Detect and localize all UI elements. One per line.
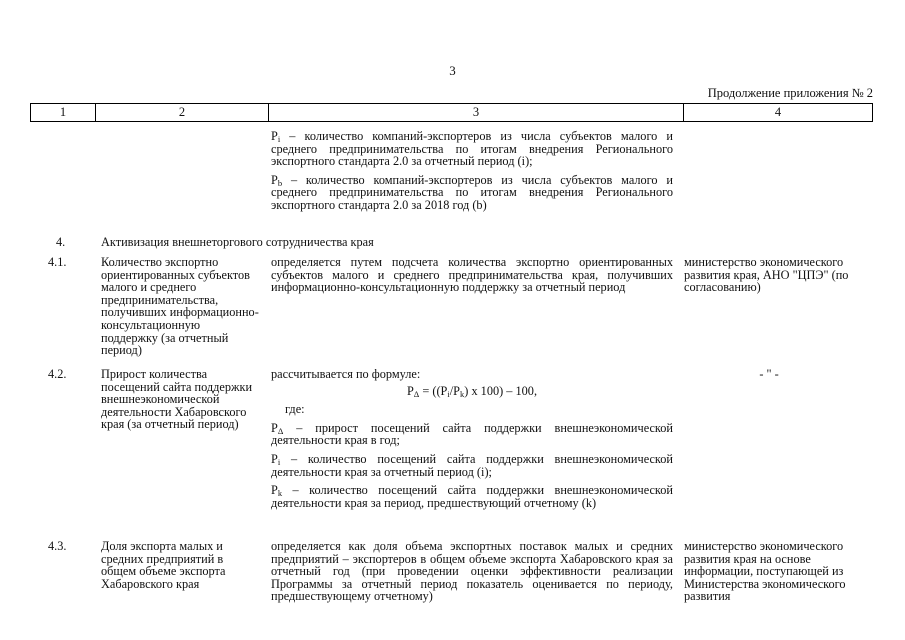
row-4-2-where: где: <box>285 402 305 417</box>
row-4-1-description: определяется путем подсчета количества экспортно ориентированных субъектов малого и среднего предпринимательства края, получивших информационно-консультационную поддержку за отчетный период <box>271 255 673 295</box>
row-4-3-number: 4.3. <box>48 539 67 553</box>
definition-pk-visits: $P_k$ – количество посещений сайта поддержки внешнеэкономической деятельности края за период, предшествующий отчетному (k) <box>271 483 673 510</box>
row-4-3-responsible: министерство экономического развития края на основе информации, поступающей из Министерства экономического развития <box>684 539 846 604</box>
column-number-3: 3 <box>268 104 683 121</box>
table-column-header <box>30 103 873 122</box>
row-4-2-formula: $P_\Delta = ((P_i/P_k)$ х 100) – 100, <box>406 383 538 399</box>
section-number: 4. <box>56 235 66 249</box>
column-number-1: 1 <box>59 105 67 119</box>
row-4-3-name: Доля экспорта малых и средних предприятий в общем объеме экспорта Хабаровского края <box>101 539 226 591</box>
row-4-2-name: Прирост количества посещений сайта поддержки внешнеэкономической деятельности Хабаровского края (за отчетный период) <box>101 367 253 432</box>
row-4-2-number: 4.2. <box>48 367 67 381</box>
row-4-2-description <box>271 368 673 515</box>
row-4-1-responsible: министерство экономического развития края, АНО "ЦПЭ" (по согласованию) <box>684 255 849 295</box>
column-number-2: 2 <box>95 104 268 121</box>
row-4-2-intro: рассчитывается по формуле: <box>271 367 421 381</box>
row-4-1-name: Количество экспортно ориентированных субъектов малого и среднего предпринимательства, получивших информационно-консультационную поддержку (за отчетный период) <box>101 255 259 358</box>
definition-pdelta: $P_\Delta$ – прирост посещений сайта поддержки внешнеэкономической деятельности края в год; <box>271 420 673 448</box>
definition-pb: $P_b$ – количество компаний-экспортеров из числа субъектов малого и среднего предпринимательства по итогам внедрения Регионального экспортного стандарта 2.0 за 2018 год (b) <box>271 172 673 212</box>
row-4-1-number: 4.1. <box>48 255 67 269</box>
continuation-note: Продолжение приложения № 2 <box>707 86 873 100</box>
continued-definitions <box>271 130 673 218</box>
definition-pi: $P_i$ – количество компаний-экспортеров из числа субъектов малого и среднего предпринимательства по итогам внедрения Регионального экспортного стандарта 2.0 за отчетный период (i); <box>271 129 673 169</box>
row-4-2-responsible: - " - <box>759 367 779 381</box>
column-number-4: 4 <box>683 104 872 121</box>
definition-pi-visits: $P_i$ – количество посещений сайта поддержки внешнеэкономической деятельности края за отчетный период (i); <box>271 451 673 479</box>
section-title: Активизация внешнеторгового сотрудничества края <box>101 235 374 249</box>
page-number: 3 <box>449 63 456 78</box>
row-4-3-description: определяется как доля объема экспортных поставок малых и средних предприятий – экспортеров в общем объеме экспорта Хабаровского края за отчетный год (при проведении оценки эффективности реализации Программы за отчетный период показатель оценивается по периоду, предшествующему отчетному) <box>271 539 673 604</box>
